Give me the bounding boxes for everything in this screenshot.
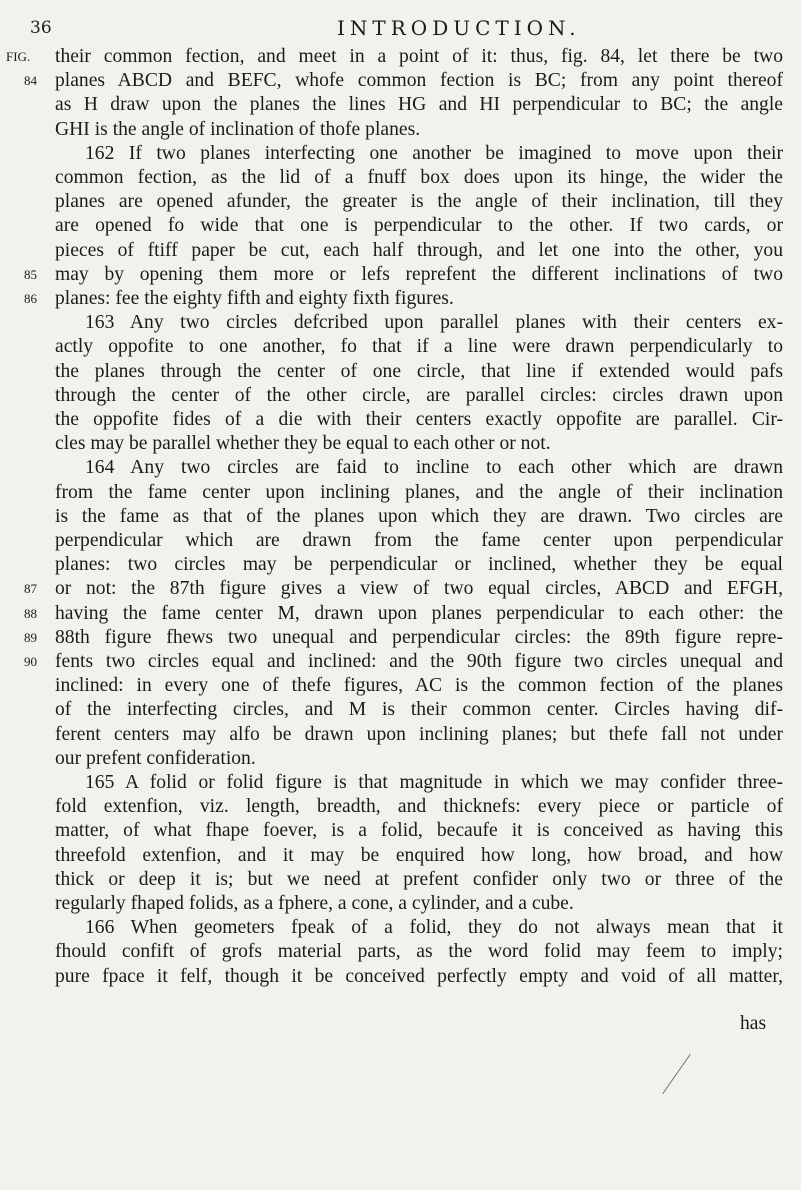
text-line: 162 If two planes interfecting one another be imagined to move upon their [85, 142, 783, 164]
text-line: planes: fee the eighty fifth and eighty fixth figures. [55, 288, 454, 309]
text-line: having the fame center M, drawn upon planes perpendicular to each other: the [55, 602, 783, 624]
running-title: INTRODUCTION. [337, 16, 581, 40]
text-line: are opened fo wide that one is perpendicular to the other. If two cards, or [55, 215, 783, 237]
margin-note: 87 [24, 581, 37, 597]
text-line: matter, of what fhape foever, is a folid, becaufe it is conceived as having this [55, 820, 783, 842]
text-line: ferent centers may alfo be drawn upon inclining planes; but thefe fall not under [55, 723, 783, 745]
text-line: 163 Any two circles defcribed upon parallel planes with their centers ex- [85, 312, 783, 334]
margin-note: FIG. [6, 49, 31, 64]
text-line: fold extenfion, viz. length, breadth, and thicknefs: every piece or particle of [55, 796, 783, 818]
text-line: inclined: in every one of thefe figures, AC is the common fection of the planes [55, 675, 783, 697]
text-line: threefold extenfion, and it may be enquired how long, how broad, and how [55, 844, 783, 866]
text-line: planes: two circles may be perpendicular or inclined, whether they be equal [55, 554, 783, 576]
margin-note: 88 [24, 605, 37, 621]
text-line: their common fection, and meet in a point of it: thus, fig. 84, let there be two [55, 46, 783, 67]
text-line: fents two circles equal and inclined: and the 90th figure two circles unequal and [55, 651, 783, 672]
text-line: perpendicular which are drawn from the fame center upon perpendicular [55, 530, 783, 551]
text-line: 164 Any two circles are faid to incline to each other which are drawn [85, 457, 783, 479]
text-line: cles may be parallel whether they be equal to each other or not. [55, 433, 551, 455]
pencil-mark [662, 1054, 690, 1094]
text-line: the planes through the center of one circle, that line if extended would pafs [55, 360, 783, 382]
catchword: has [740, 1013, 767, 1034]
text-line: common fection, as the lid of a fnuff box does upon its hinge, the wider the [55, 167, 783, 188]
text-line: planes ABCD and BEFC, whofe common fection is BC; from any point thereof [55, 70, 783, 92]
text-line: of the interfecting circles, and M is their common center. Circles having dif- [55, 699, 783, 721]
text-line: fhould confift of grofs material parts, as the word folid may feem to imply; [55, 941, 783, 963]
text-line: as H draw upon the planes the lines HG and HI perpendicular to BC; the angle [55, 94, 783, 116]
text-line: may by opening them more or lefs reprefent the different inclinations of two [55, 263, 783, 285]
margin-note: 84 [24, 73, 37, 89]
text-line: our prefent confideration. [55, 747, 256, 769]
text-line: GHI is the angle of inclination of thofe planes. [55, 118, 421, 140]
margin-note: 86 [24, 291, 37, 306]
page-header [0, 12, 801, 44]
text-line: or not: the 87th figure gives a view of two equal circles, ABCD and EFGH, [55, 578, 783, 600]
text-line: 166 When geometers fpeak of a folid, they do not always mean that it [85, 917, 783, 939]
text-line: planes are opened afunder, the greater is the angle of their inclination, till they [55, 191, 783, 213]
text-line: is the fame as that of the planes upon which they are drawn. Two circles are [55, 505, 783, 527]
text-line: actly oppofite to one another, fo that if a line were drawn perpendicularly to [55, 336, 783, 358]
text-line: pure fpace it felf, though it be conceived perfectly empty and void of all matter, [55, 965, 783, 987]
margin-note: 85 [24, 266, 37, 282]
text-line: 165 A folid or folid figure is that magnitude in which we may confider three- [85, 772, 783, 793]
text-line: regularly fhaped folids, as a fphere, a cone, a cylinder, and a cube. [55, 893, 574, 914]
text-line: thick or deep it is; but we need at prefent confider only two or three of the [55, 868, 783, 890]
margin-note: 89 [24, 629, 37, 645]
page-number: 36 [30, 18, 52, 38]
text-line: from the fame center upon inclining planes, and the angle of their inclination [55, 481, 783, 503]
text-line: 88th figure fhews two unequal and perpendicular circles: the 89th figure repre- [55, 626, 783, 648]
text-line: through the center of the other circle, are parallel circles: circles drawn upon [55, 384, 783, 406]
text-line: pieces of ftiff paper be cut, each half through, and let one into the other, you [55, 239, 783, 261]
margin-note: 90 [24, 654, 37, 669]
text-line: the oppofite fides of a die with their centers exactly oppofite are parallel. Cir- [55, 409, 783, 430]
